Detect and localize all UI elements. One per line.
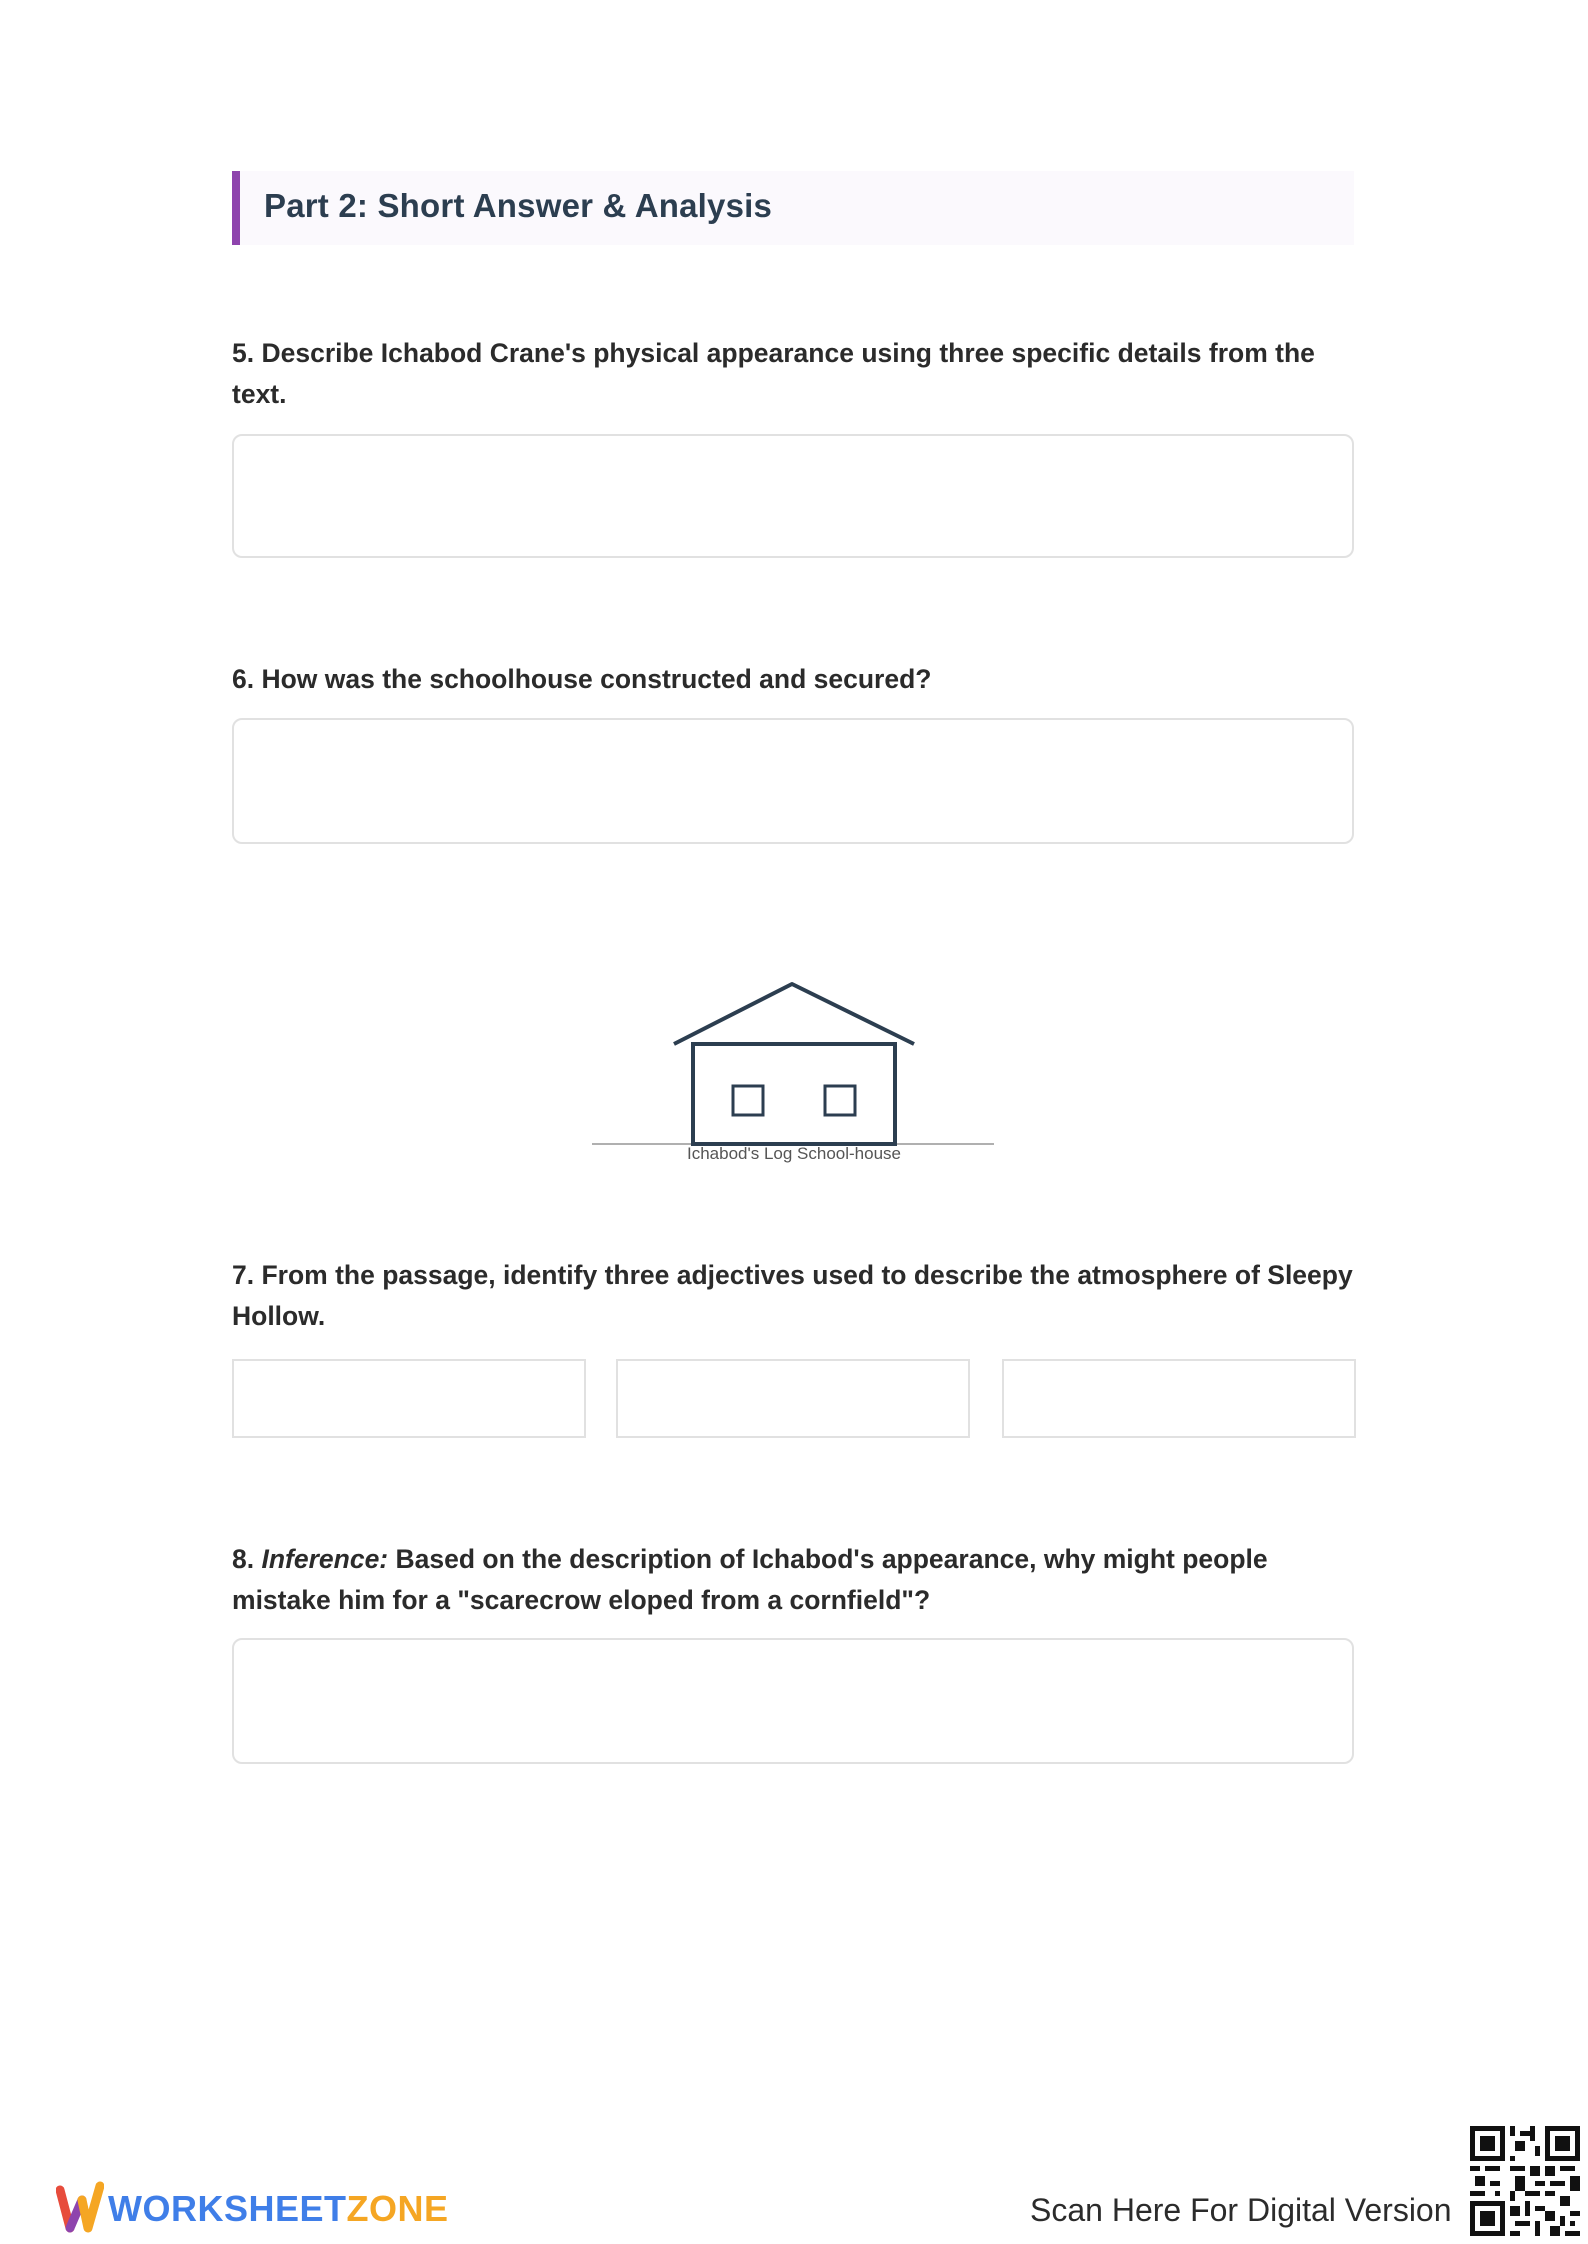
question-8-label: Inference:: [261, 1544, 389, 1574]
worksheetzone-logo: [56, 2178, 449, 2236]
question-7: 7. From the passage, identify three adjectives used to describe the atmosphere of Sleepy Hollow.: [232, 1260, 1353, 1331]
question-8: [232, 1539, 1356, 1621]
question-8-text: Based on the description of Ichabod's appearance, why might people mistake him for a "scarecrow eloped from a cornfield"?: [232, 1544, 1268, 1615]
answer-box-8[interactable]: [232, 1638, 1354, 1764]
qr-code-icon[interactable]: [1470, 2126, 1580, 2236]
worksheetzone-w-icon: [56, 2178, 104, 2234]
answer-box-5[interactable]: [232, 434, 1354, 558]
question-8-number: 8.: [232, 1544, 255, 1574]
adjective-box-2[interactable]: [616, 1359, 970, 1438]
question-6: 6. How was the schoolhouse constructed and secured?: [232, 664, 932, 694]
schoolhouse-figure: [592, 978, 996, 1168]
brand-part-1: WORKSHEET: [108, 2188, 347, 2229]
answer-box-6[interactable]: [232, 718, 1354, 844]
scan-text: Scan Here For Digital Version: [1030, 2192, 1452, 2228]
figure-caption: Ichabod's Log School-house: [686, 1144, 901, 1163]
adjective-box-3[interactable]: [1002, 1359, 1356, 1438]
section-title: Part 2: Short Answer & Analysis: [264, 187, 773, 224]
question-5: 5. Describe Ichabod Crane's physical appearance using three specific details from the text.: [232, 338, 1315, 409]
schoolhouse-drawing-icon: [592, 978, 996, 1148]
brand-part-2: ZONE: [346, 2188, 449, 2229]
adjective-box-1[interactable]: [232, 1359, 586, 1438]
brand-name: [108, 2188, 449, 2230]
section-header: [232, 171, 1354, 245]
